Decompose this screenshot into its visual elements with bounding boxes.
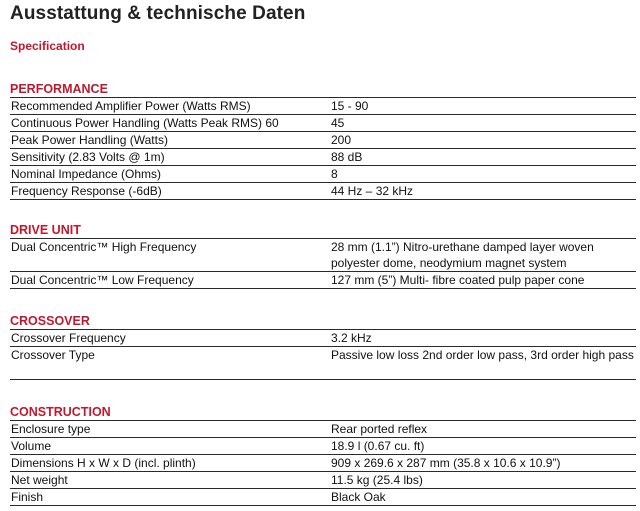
table-row — [10, 238, 636, 271]
section-title: DRIVE UNIT — [10, 223, 81, 237]
section-title: PERFORMANCE — [10, 82, 108, 96]
row-value: 11.5 kg (25.4 lbs) — [331, 473, 423, 487]
row-value: 200 — [331, 133, 352, 147]
row-value: Passive low loss 2nd order low pass, 3rd order high pass — [331, 348, 634, 362]
row-label: Finish — [11, 490, 44, 504]
table-row — [10, 148, 636, 165]
page-title: Ausstattung & technische Daten — [10, 3, 306, 24]
page-subtitle: Specification — [10, 39, 85, 53]
table-row — [10, 97, 636, 114]
table-row — [10, 165, 636, 182]
row-label: Recommended Amplifier Power (Watts RMS) — [11, 99, 251, 113]
row-value: 28 mm (1.1”) Nitro-urethane damped layer woven polyester dome, neodymium magnet system — [331, 240, 594, 270]
table-row — [10, 271, 636, 289]
row-value: 8 — [331, 167, 338, 181]
table-row — [10, 114, 636, 131]
row-label: Net weight — [11, 473, 68, 487]
row-value: Rear ported reflex — [331, 422, 428, 436]
row-label: Frequency Response (-6dB) — [11, 184, 162, 198]
table-row — [10, 182, 636, 200]
section-crossover — [10, 313, 636, 380]
table-row — [10, 420, 636, 437]
row-value: 18.9 l (0.67 cu. ft) — [331, 439, 425, 453]
row-label: Sensitivity (2.83 Volts @ 1m) — [11, 150, 165, 164]
row-label: Dual Concentric™ High Frequency — [11, 240, 197, 254]
row-label: Enclosure type — [11, 422, 91, 436]
row-value: 909 x 269.6 x 287 mm (35.8 x 10.6 x 10.9”) — [331, 456, 561, 470]
row-label: Dual Concentric™ Low Frequency — [11, 273, 194, 287]
section-construction — [10, 404, 636, 506]
table-row — [10, 131, 636, 148]
row-value: 127 mm (5”) Multi- fibre coated pulp paper cone — [331, 273, 585, 287]
section-drive-unit — [10, 222, 636, 289]
row-value: 45 — [331, 116, 345, 130]
table-row — [10, 471, 636, 488]
row-label: Peak Power Handling (Watts) — [11, 133, 168, 147]
table-row — [10, 454, 636, 471]
row-label: Continuous Power Handling (Watts Peak RMS) 60 — [11, 116, 279, 130]
row-value: 44 Hz – 32 kHz — [331, 184, 414, 198]
table-row — [10, 346, 636, 380]
row-value: 15 - 90 — [331, 99, 369, 113]
row-value: Black Oak — [331, 490, 386, 504]
section-title: CONSTRUCTION — [10, 405, 111, 419]
row-value: 88 dB — [331, 150, 363, 164]
row-label: Nominal Impedance (Ohms) — [11, 167, 162, 181]
table-row — [10, 329, 636, 346]
section-performance — [10, 81, 636, 200]
row-value: 3.2 kHz — [331, 331, 372, 345]
table-row — [10, 437, 636, 454]
row-label: Crossover Type — [11, 348, 95, 362]
section-title: CROSSOVER — [10, 314, 90, 328]
row-label: Dimensions H x W x D (incl. plinth) — [11, 456, 196, 470]
row-label: Crossover Frequency — [11, 331, 126, 345]
row-label: Volume — [11, 439, 52, 453]
table-row — [10, 488, 636, 506]
